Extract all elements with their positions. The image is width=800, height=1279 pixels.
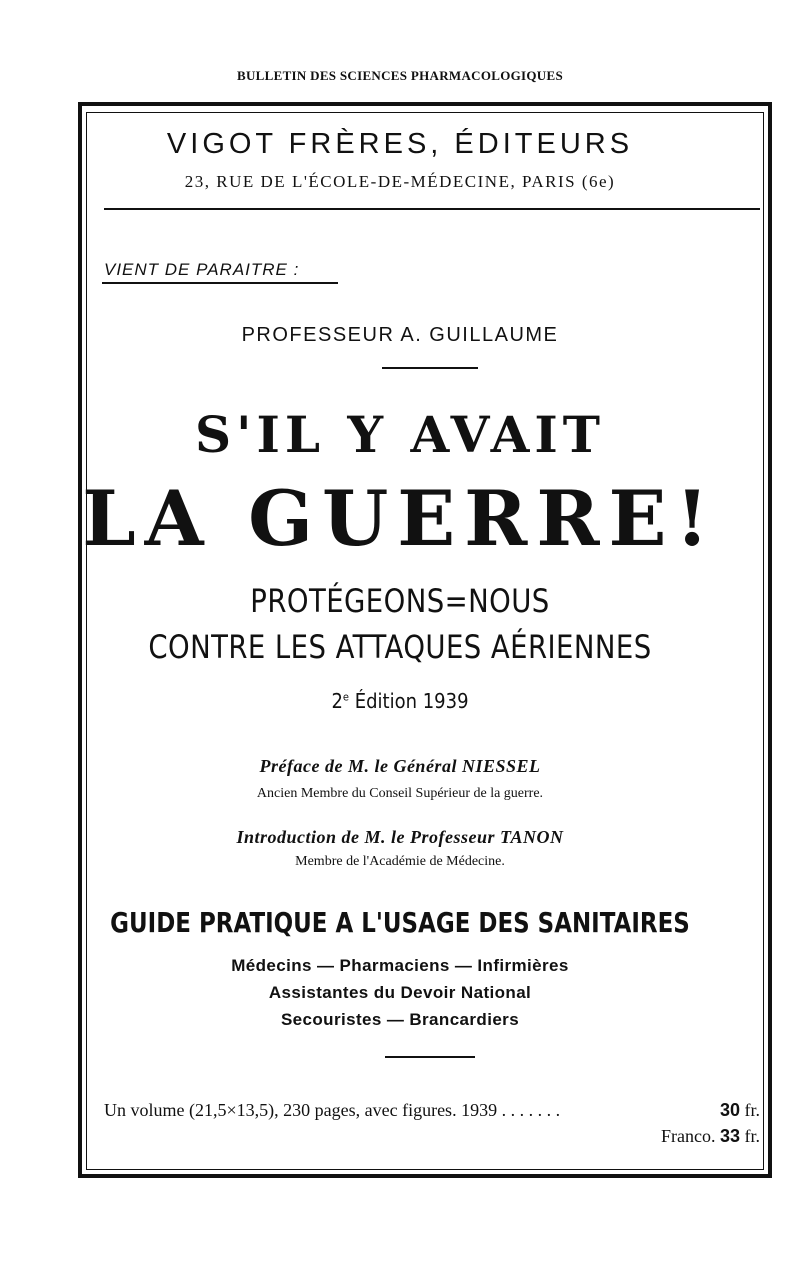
publisher-address: 23, RUE DE L'ÉCOLE-DE-MÉDECINE, PARIS (6e): [184, 172, 616, 191]
franco-unit: fr.: [744, 1126, 760, 1146]
price-group: [720, 1100, 760, 1121]
author-name: PROFESSEUR A. GUILLAUME: [241, 324, 559, 346]
introduction-detail: Membre de l'Académie de Médecine.: [295, 854, 505, 869]
franco-price: 33: [719, 1126, 740, 1146]
running-head: BULLETIN DES SCIENCES PHARMACOLOGIQUES: [237, 68, 563, 83]
audience-line: Secouristes — Brancardiers: [280, 1010, 520, 1029]
subtitle-line-2: CONTRE LES ATTAQUES AÉRIENNES: [148, 628, 652, 666]
edition-number: 2: [331, 689, 343, 713]
edition-text: Édition 1939: [354, 689, 469, 713]
announcement-label: VIENT DE PARAITRE :: [104, 260, 300, 279]
price-unit: fr.: [744, 1100, 760, 1120]
guide-heading: GUIDE PRATIQUE A L'USAGE DES SANITAIRES: [110, 906, 690, 939]
preface-heading: Préface de M. le Général NIESSEL: [259, 756, 541, 776]
franco-line: [104, 1126, 760, 1147]
edition-line: [40, 689, 760, 713]
audience-line: Assistantes du Devoir National: [268, 983, 532, 1002]
header-divider: [104, 208, 760, 210]
franco-label: Franco.: [660, 1126, 716, 1146]
footer-divider: [385, 1056, 475, 1058]
price-line: [104, 1100, 760, 1121]
announcement-underline: [102, 282, 338, 284]
price-value: 30: [719, 1100, 740, 1120]
author-divider: [382, 367, 478, 369]
title-line-1: S'IL Y AVAIT: [195, 405, 605, 464]
subtitle-line-1: PROTÉGEONS=NOUS: [250, 582, 550, 620]
publisher-name: VIGOT FRÈRES, ÉDITEURS: [166, 128, 634, 160]
title-line-2: LA GUERRE!: [82, 474, 718, 563]
volume-description: Un volume (21,5×13,5), 230 pages, avec figures. 1939 . . . . . . .: [104, 1100, 561, 1120]
audience-line: Médecins — Pharmaciens — Infirmières: [231, 956, 569, 975]
introduction-heading: Introduction de M. le Professeur TANON: [236, 827, 564, 847]
edition-suffix: e: [342, 690, 350, 704]
preface-detail: Ancien Membre du Conseil Supérieur de la guerre.: [256, 786, 544, 801]
